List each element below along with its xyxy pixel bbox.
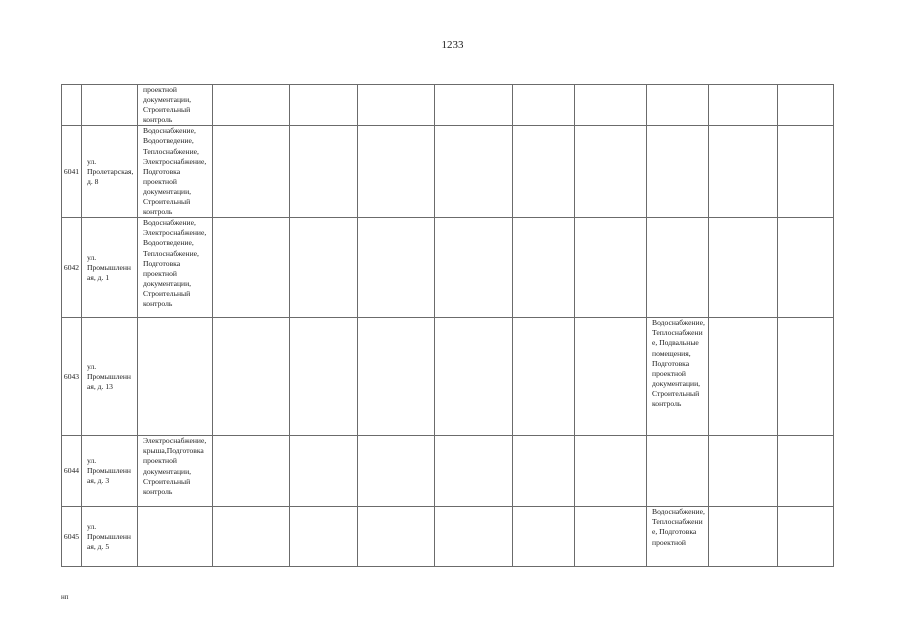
row-address [82,85,138,126]
empty-cell [513,318,575,436]
empty-cell [358,126,435,218]
empty-cell [778,318,834,436]
row-last-works: Водоснабжение, Теплоснабжение, Подготовка проектной [647,507,709,567]
empty-cell [213,436,290,507]
empty-cell [435,318,513,436]
empty-cell [435,507,513,567]
empty-cell [513,85,575,126]
empty-cell [575,436,647,507]
row-number: 6043 [62,318,82,436]
row-number [62,85,82,126]
empty-cell [290,218,358,318]
row-works: Водоснабжение, Водоотведение, Теплоснабжение, Электроснабжение, Подготовка проектной документации, Строительный контроль [138,126,213,218]
empty-cell [290,318,358,436]
table-row [62,85,834,126]
empty-cell [358,85,435,126]
empty-cell [709,218,778,318]
empty-cell [513,436,575,507]
empty-cell [358,507,435,567]
empty-cell [575,218,647,318]
row-works [138,318,213,436]
row-last-works: Водоснабжение, Теплоснабжение, Подвальные помещения, Подготовка проектной документации, Строительный контроль [647,318,709,436]
empty-cell [213,126,290,218]
row-number: 6042 [62,218,82,318]
works-table [61,84,834,567]
table-row [62,318,834,436]
row-works: проектной документации, Строительный контроль [138,85,213,126]
empty-cell [778,126,834,218]
empty-cell [778,85,834,126]
empty-cell [358,318,435,436]
page-number: 1233 [441,39,464,51]
empty-cell [778,507,834,567]
empty-cell [778,436,834,507]
empty-cell [358,218,435,318]
empty-cell [513,126,575,218]
row-number: 6041 [62,126,82,218]
table-row [62,507,834,567]
empty-cell [513,507,575,567]
empty-cell [709,85,778,126]
table-row [62,436,834,507]
empty-cell [709,507,778,567]
empty-cell [213,85,290,126]
empty-cell [575,318,647,436]
table-row [62,218,834,318]
row-address: ул. Промышленная, д. 13 [82,318,138,436]
row-works [138,507,213,567]
empty-cell [213,507,290,567]
empty-cell [435,126,513,218]
empty-cell [213,218,290,318]
row-address: ул. Промышленная, д. 5 [82,507,138,567]
row-last-works [647,85,709,126]
empty-cell [778,218,834,318]
empty-cell [435,218,513,318]
row-works: Электроснабжение, крыша,Подготовка проектной документации, Строительный контроль [138,436,213,507]
row-number: 6044 [62,436,82,507]
empty-cell [709,126,778,218]
empty-cell [435,85,513,126]
empty-cell [513,218,575,318]
row-address: ул. Промышленная, д. 1 [82,218,138,318]
row-address: ул. Пролетарская, д. 8 [82,126,138,218]
empty-cell [358,436,435,507]
row-works: Водоснабжение, Электроснабжение, Водоотведение, Теплоснабжение, Подготовка проектной документации, Строительный контроль [138,218,213,318]
empty-cell [290,126,358,218]
empty-cell [290,436,358,507]
empty-cell [709,318,778,436]
empty-cell [575,126,647,218]
empty-cell [575,85,647,126]
empty-cell [213,318,290,436]
empty-cell [435,436,513,507]
empty-cell [575,507,647,567]
empty-cell [709,436,778,507]
row-last-works [647,436,709,507]
empty-cell [290,507,358,567]
row-address: ул. Промышленная, д. 3 [82,436,138,507]
row-last-works [647,126,709,218]
empty-cell [290,85,358,126]
table-row [62,126,834,218]
row-number: 6045 [62,507,82,567]
row-last-works [647,218,709,318]
footer-mark: нп [61,593,69,601]
